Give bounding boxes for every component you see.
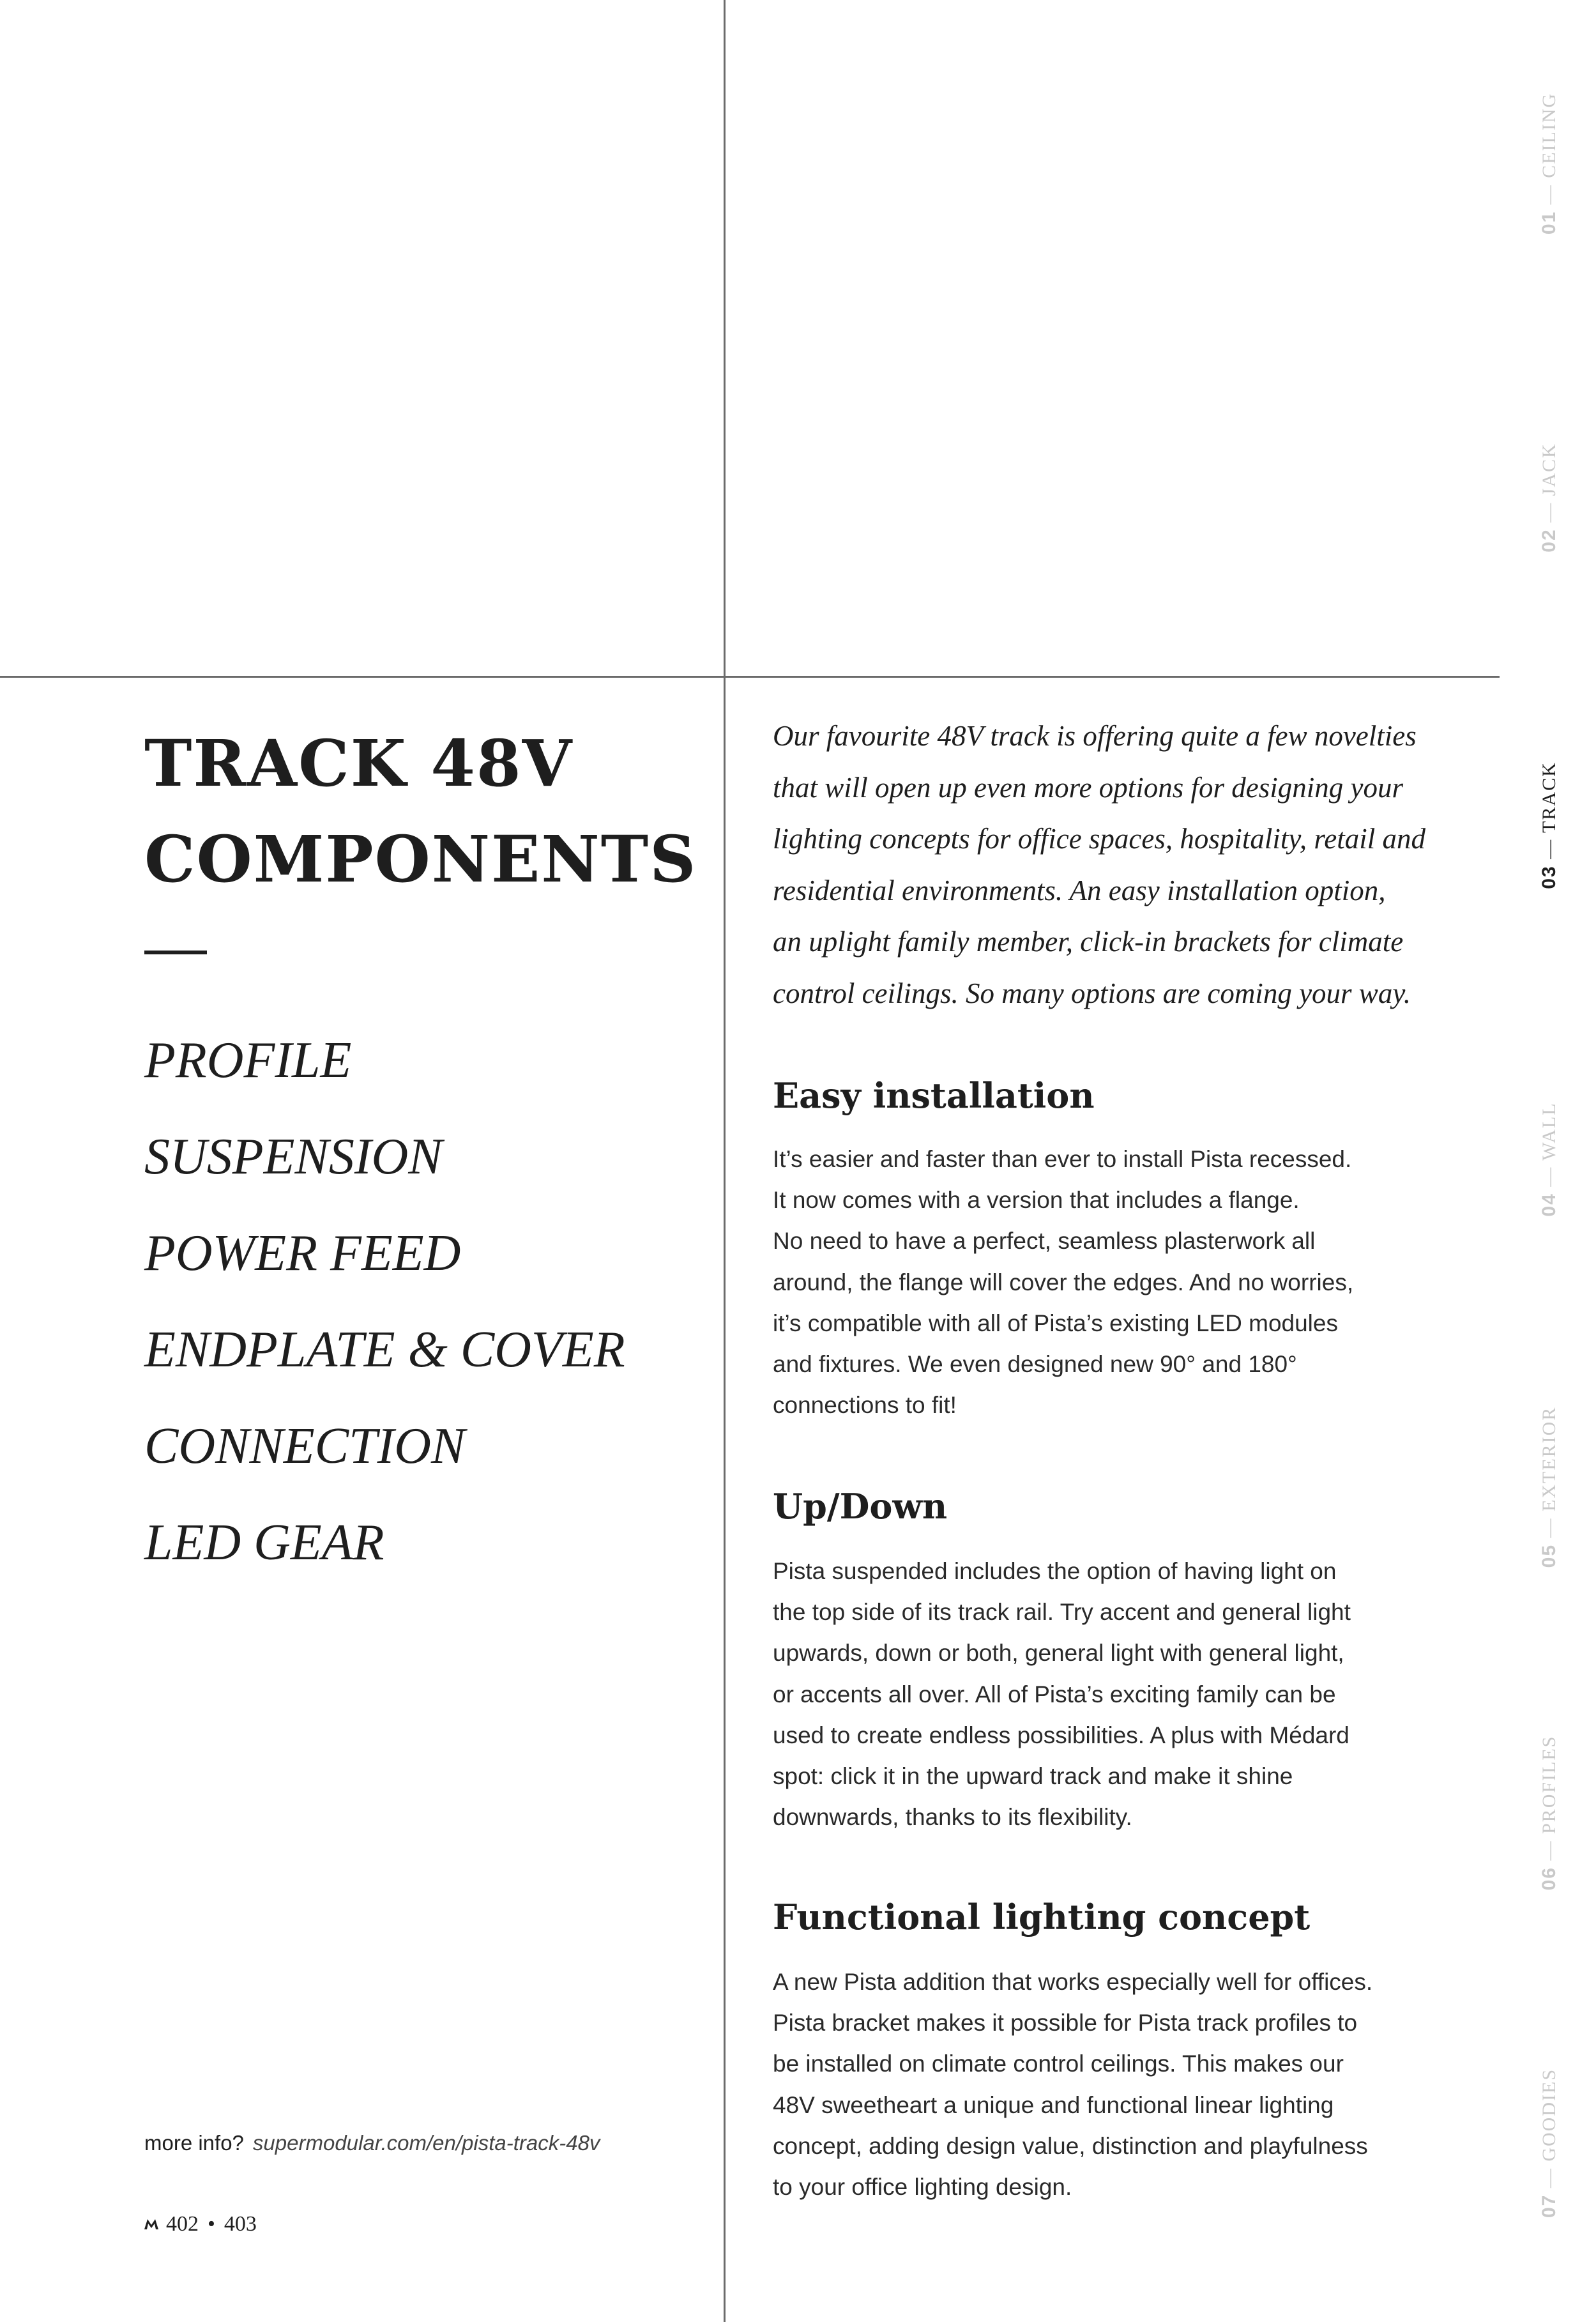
intro-line: control ceilings. So many options are coming your way.	[773, 977, 1411, 1009]
body-line: It’s easier and faster than ever to install Pista recessed.	[773, 1146, 1352, 1172]
page-title	[144, 715, 697, 907]
chapter-tab-label	[1539, 761, 1560, 889]
page-number-right: 403	[224, 2212, 257, 2236]
chapter-tab-separator: —	[1539, 501, 1560, 523]
body-line: Pista bracket makes it possible for Pista track profiles to	[773, 2010, 1358, 2036]
section-heading-easy-installation: Easy installation	[773, 1075, 1095, 1116]
body-line: It now comes with a version that includes a flange.	[773, 1187, 1300, 1214]
page-number-left: 402	[166, 2212, 199, 2236]
chapter-tab-separator: —	[1539, 1166, 1560, 1187]
body-line: it’s compatible with all of Pista’s existing LED modules	[773, 1310, 1338, 1336]
component-item-profile: PROFILE	[144, 1032, 352, 1088]
component-list	[144, 1012, 625, 1591]
page-numbers	[144, 2212, 257, 2236]
body-line: to your office lighting design.	[773, 2174, 1072, 2201]
body-line: be installed on climate control ceilings. This makes our	[773, 2051, 1344, 2077]
section-heading-functional-lighting: Functional lighting concept	[773, 1897, 1311, 1937]
body-line: used to create endless possibilities. A plus with Médard	[773, 1722, 1349, 1748]
chapter-tab-title: WALL	[1539, 1102, 1560, 1161]
horizontal-divider	[0, 676, 1500, 678]
intro-paragraph	[773, 710, 1488, 1019]
chapter-tab-label	[1539, 93, 1560, 234]
body-line: No need to have a perfect, seamless plasterwork all	[773, 1228, 1316, 1255]
chapter-tab-title: EXTERIOR	[1539, 1406, 1560, 1511]
chapter-tab-number: 04	[1539, 1193, 1560, 1217]
component-item-connection: CONNECTION	[144, 1418, 466, 1474]
chapter-tab-number: 03	[1539, 865, 1560, 889]
body-line: Pista suspended includes the option of having light on	[773, 1558, 1337, 1584]
body-line: and fixtures. We even designed new 90° and 180°	[773, 1351, 1297, 1378]
brand-logo-icon	[144, 2219, 158, 2229]
body-line: or accents all over. All of Pista’s exciting family can be	[773, 1681, 1336, 1707]
chapter-tab-separator: —	[1539, 838, 1560, 859]
chapter-tab-number: 07	[1539, 2194, 1560, 2219]
vertical-divider	[724, 0, 726, 2322]
chapter-tab-separator: —	[1539, 2167, 1560, 2188]
chapter-tab-separator: —	[1539, 1517, 1560, 1538]
chapter-tab-label	[1539, 443, 1560, 552]
body-line: A new Pista addition that works especially well for offices.	[773, 1969, 1373, 1995]
title-dash	[144, 951, 207, 954]
more-info	[144, 2131, 600, 2155]
intro-line: residential environments. An easy installation option,	[773, 874, 1386, 906]
intro-line: an uplight family member, click-in brackets for climate	[773, 926, 1404, 958]
section-heading-up-down: Up/Down	[773, 1486, 948, 1527]
component-item-endplate-cover: ENDPLATE & COVER	[144, 1322, 625, 1378]
body-line: the top side of its track rail. Try accent and general light	[773, 1599, 1351, 1626]
chapter-tab-separator: —	[1539, 184, 1560, 205]
chapter-tab-title: GOODIES	[1539, 2068, 1560, 2162]
title-line: COMPONENTS	[144, 821, 697, 897]
section-body-easy-installation	[773, 1139, 1353, 1426]
page-number-separator: •	[208, 2212, 215, 2236]
component-item-suspension: SUSPENSION	[144, 1129, 443, 1185]
chapter-tab-label	[1539, 2068, 1560, 2218]
chapter-tab-number: 05	[1539, 1543, 1560, 1568]
more-info-link[interactable]: supermodular.com/en/pista-track-48v	[252, 2131, 600, 2155]
body-line: downwards, thanks to its flexibility.	[773, 1804, 1132, 1831]
chapter-tab-title: CEILING	[1539, 92, 1560, 178]
chapter-tab-label	[1539, 1407, 1560, 1568]
intro-line: Our favourite 48V track is offering quite a few novelties	[773, 720, 1417, 752]
component-item-led-gear: LED GEAR	[144, 1515, 384, 1571]
chapter-tab-number: 02	[1539, 528, 1560, 553]
chapter-tab-label	[1539, 1736, 1560, 1891]
chapter-tab-title: PROFILES	[1539, 1735, 1560, 1834]
chapter-tab-label	[1539, 1102, 1560, 1216]
chapter-tab-number: 01	[1539, 210, 1560, 235]
intro-line: lighting concepts for office spaces, hospitality, retail and	[773, 823, 1425, 855]
body-line: upwards, down or both, general light with general light,	[773, 1640, 1344, 1667]
chapter-tab-number: 06	[1539, 1867, 1560, 1891]
component-item-power-feed: POWER FEED	[144, 1225, 461, 1281]
body-line: connections to fit!	[773, 1392, 957, 1419]
body-line: around, the flange will cover the edges. And no worries,	[773, 1269, 1354, 1295]
title-line: TRACK 48V	[144, 726, 574, 801]
chapter-tab-title: JACK	[1539, 443, 1560, 496]
body-line: spot: click it in the upward track and make it shine	[773, 1763, 1293, 1790]
section-body-up-down	[773, 1551, 1351, 1838]
chapter-tab-separator: —	[1539, 1840, 1560, 1861]
body-line: 48V sweetheart a unique and functional linear lighting	[773, 2091, 1334, 2118]
chapter-tab-title: TRACK	[1539, 761, 1560, 833]
more-info-label: more info?	[144, 2131, 244, 2155]
section-body-functional-lighting	[773, 1962, 1372, 2208]
intro-line: that will open up even more options for designing your	[773, 771, 1403, 804]
body-line: concept, adding design value, distinction and playfulness	[773, 2132, 1368, 2159]
